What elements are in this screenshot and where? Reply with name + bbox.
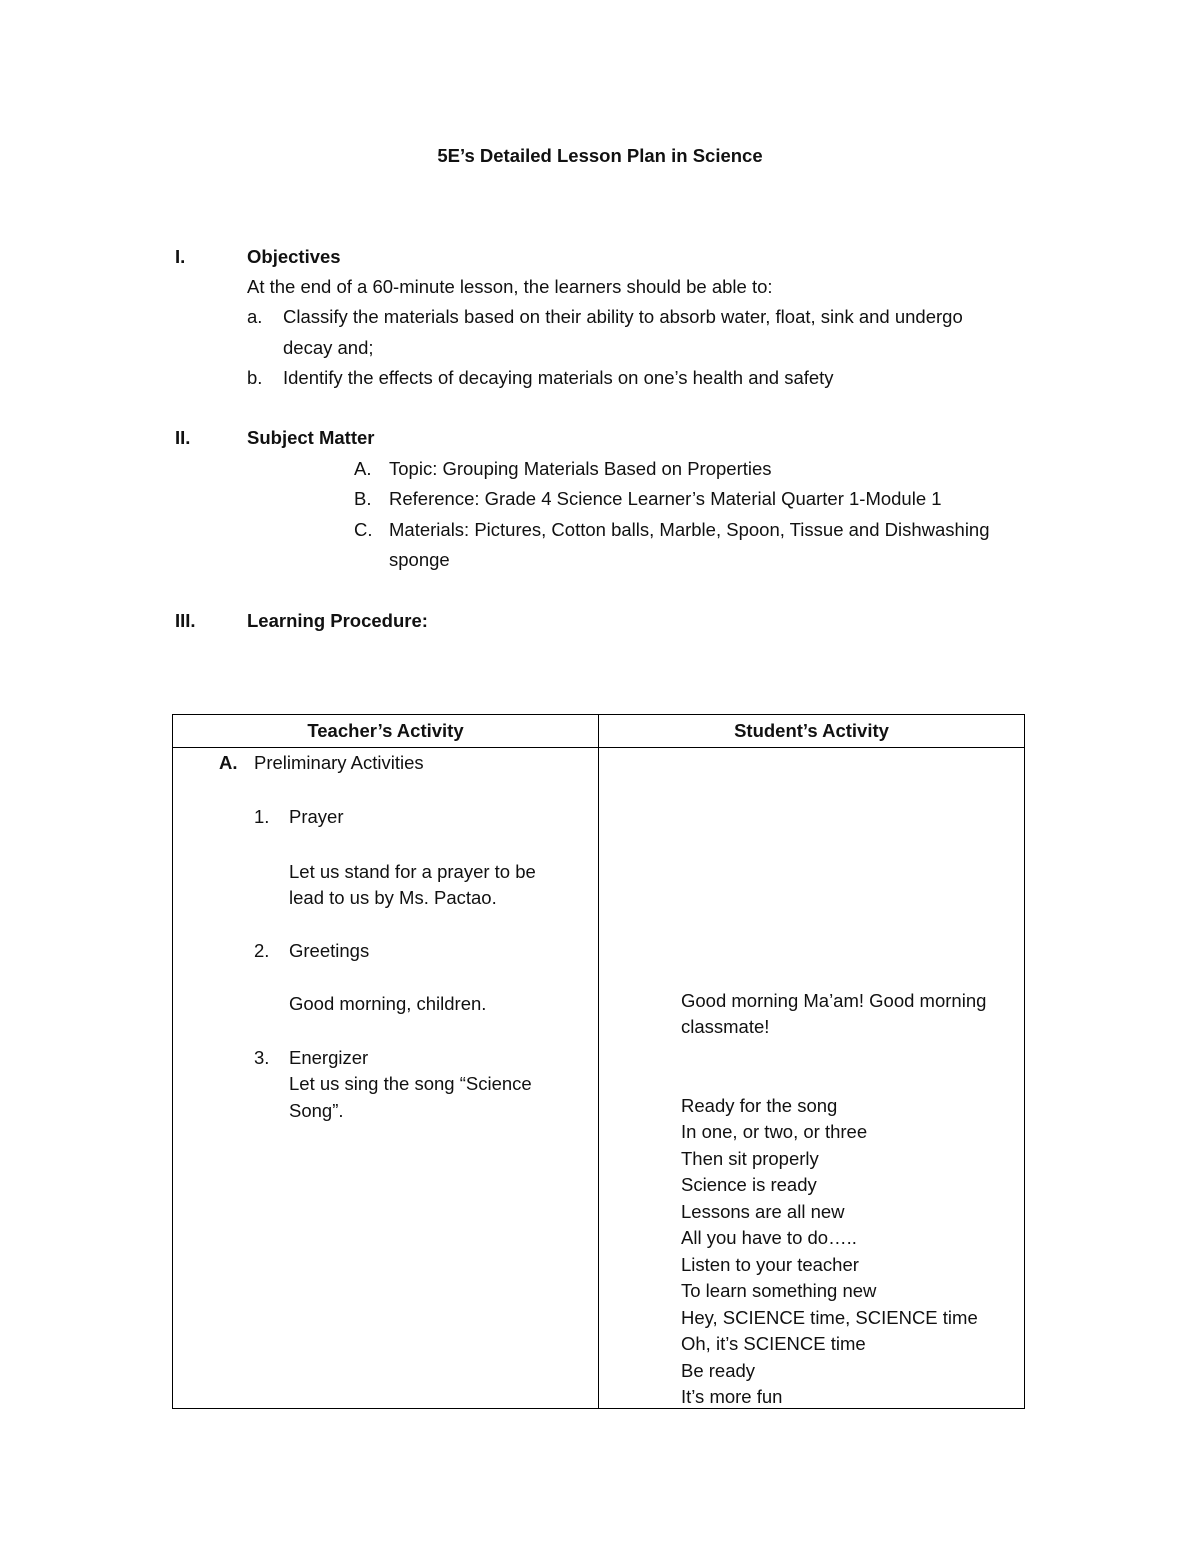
- subject-materials-continued: sponge: [389, 549, 450, 570]
- section-numeral-objectives: I.: [175, 246, 186, 267]
- song-line: Ready for the song: [681, 1095, 838, 1116]
- step-text: Let us stand for a prayer to be: [289, 861, 536, 882]
- step-marker: 2.: [254, 940, 270, 961]
- song-line: Then sit properly: [681, 1148, 819, 1169]
- song-line: In one, or two, or three: [681, 1121, 868, 1142]
- song-line: Lessons are all new: [681, 1201, 845, 1222]
- objective-text-continued: decay and;: [283, 337, 374, 358]
- table-header-row: [173, 715, 1025, 748]
- step-title-greetings: Greetings: [289, 940, 370, 961]
- song-line: To learn something new: [681, 1280, 877, 1301]
- song-line: It’s more fun: [681, 1386, 783, 1407]
- subject-marker: A.: [354, 458, 372, 479]
- objectives-intro: At the end of a 60-minute lesson, the learners should be able to:: [247, 276, 773, 297]
- section-heading-subject-matter: Subject Matter: [247, 427, 375, 448]
- student-activity-cell: [599, 748, 1025, 1409]
- step-text: Song”.: [289, 1100, 344, 1121]
- step-text: Good morning, children.: [289, 993, 487, 1014]
- section-title: Preliminary Activities: [254, 752, 424, 773]
- section-numeral-subject-matter: II.: [175, 427, 191, 448]
- objective-text: Identify the effects of decaying materials on one’s health and safety: [283, 367, 834, 388]
- header-student-activity: Student’s Activity: [599, 715, 1025, 748]
- step-text: lead to us by Ms. Pactao.: [289, 887, 497, 908]
- song-line: Listen to your teacher: [681, 1254, 859, 1275]
- subject-marker: C.: [354, 519, 373, 540]
- song-line: Science is ready: [681, 1174, 817, 1195]
- song-line: Oh, it’s SCIENCE time: [681, 1333, 866, 1354]
- subject-materials: Materials: Pictures, Cotton balls, Marble, Spoon, Tissue and Dishwashing: [389, 519, 990, 540]
- step-text: Let us sing the song “Science: [289, 1073, 532, 1094]
- subject-topic: Topic: Grouping Materials Based on Properties: [389, 458, 772, 479]
- section-numeral-learning-procedure: III.: [175, 610, 196, 631]
- song-line: All you have to do…..: [681, 1227, 857, 1248]
- header-teacher-activity: Teacher’s Activity: [173, 715, 599, 748]
- student-greeting: classmate!: [681, 1016, 770, 1037]
- section-heading-learning-procedure: Learning Procedure:: [247, 610, 428, 631]
- section-heading-objectives: Objectives: [247, 246, 341, 267]
- song-line: Be ready: [681, 1360, 756, 1381]
- step-title-prayer: Prayer: [289, 806, 344, 827]
- step-marker: 1.: [254, 806, 270, 827]
- activity-table: [172, 714, 1025, 1409]
- step-marker: 3.: [254, 1047, 270, 1068]
- subject-reference: Reference: Grade 4 Science Learner’s Material Quarter 1-Module 1: [389, 488, 942, 509]
- objective-text: Classify the materials based on their ability to absorb water, float, sink and undergo: [283, 306, 963, 327]
- subject-marker: B.: [354, 488, 372, 509]
- student-greeting: Good morning Ma’am! Good morning: [681, 990, 987, 1011]
- objective-marker: b.: [247, 367, 263, 388]
- table-row: [173, 748, 1025, 1409]
- step-title-energizer: Energizer: [289, 1047, 369, 1068]
- objective-marker: a.: [247, 306, 263, 327]
- document-title: 5E’s Detailed Lesson Plan in Science: [437, 145, 763, 166]
- teacher-activity-cell: [173, 748, 599, 1409]
- section-marker: A.: [219, 752, 238, 773]
- song-line: Hey, SCIENCE time, SCIENCE time: [681, 1307, 978, 1328]
